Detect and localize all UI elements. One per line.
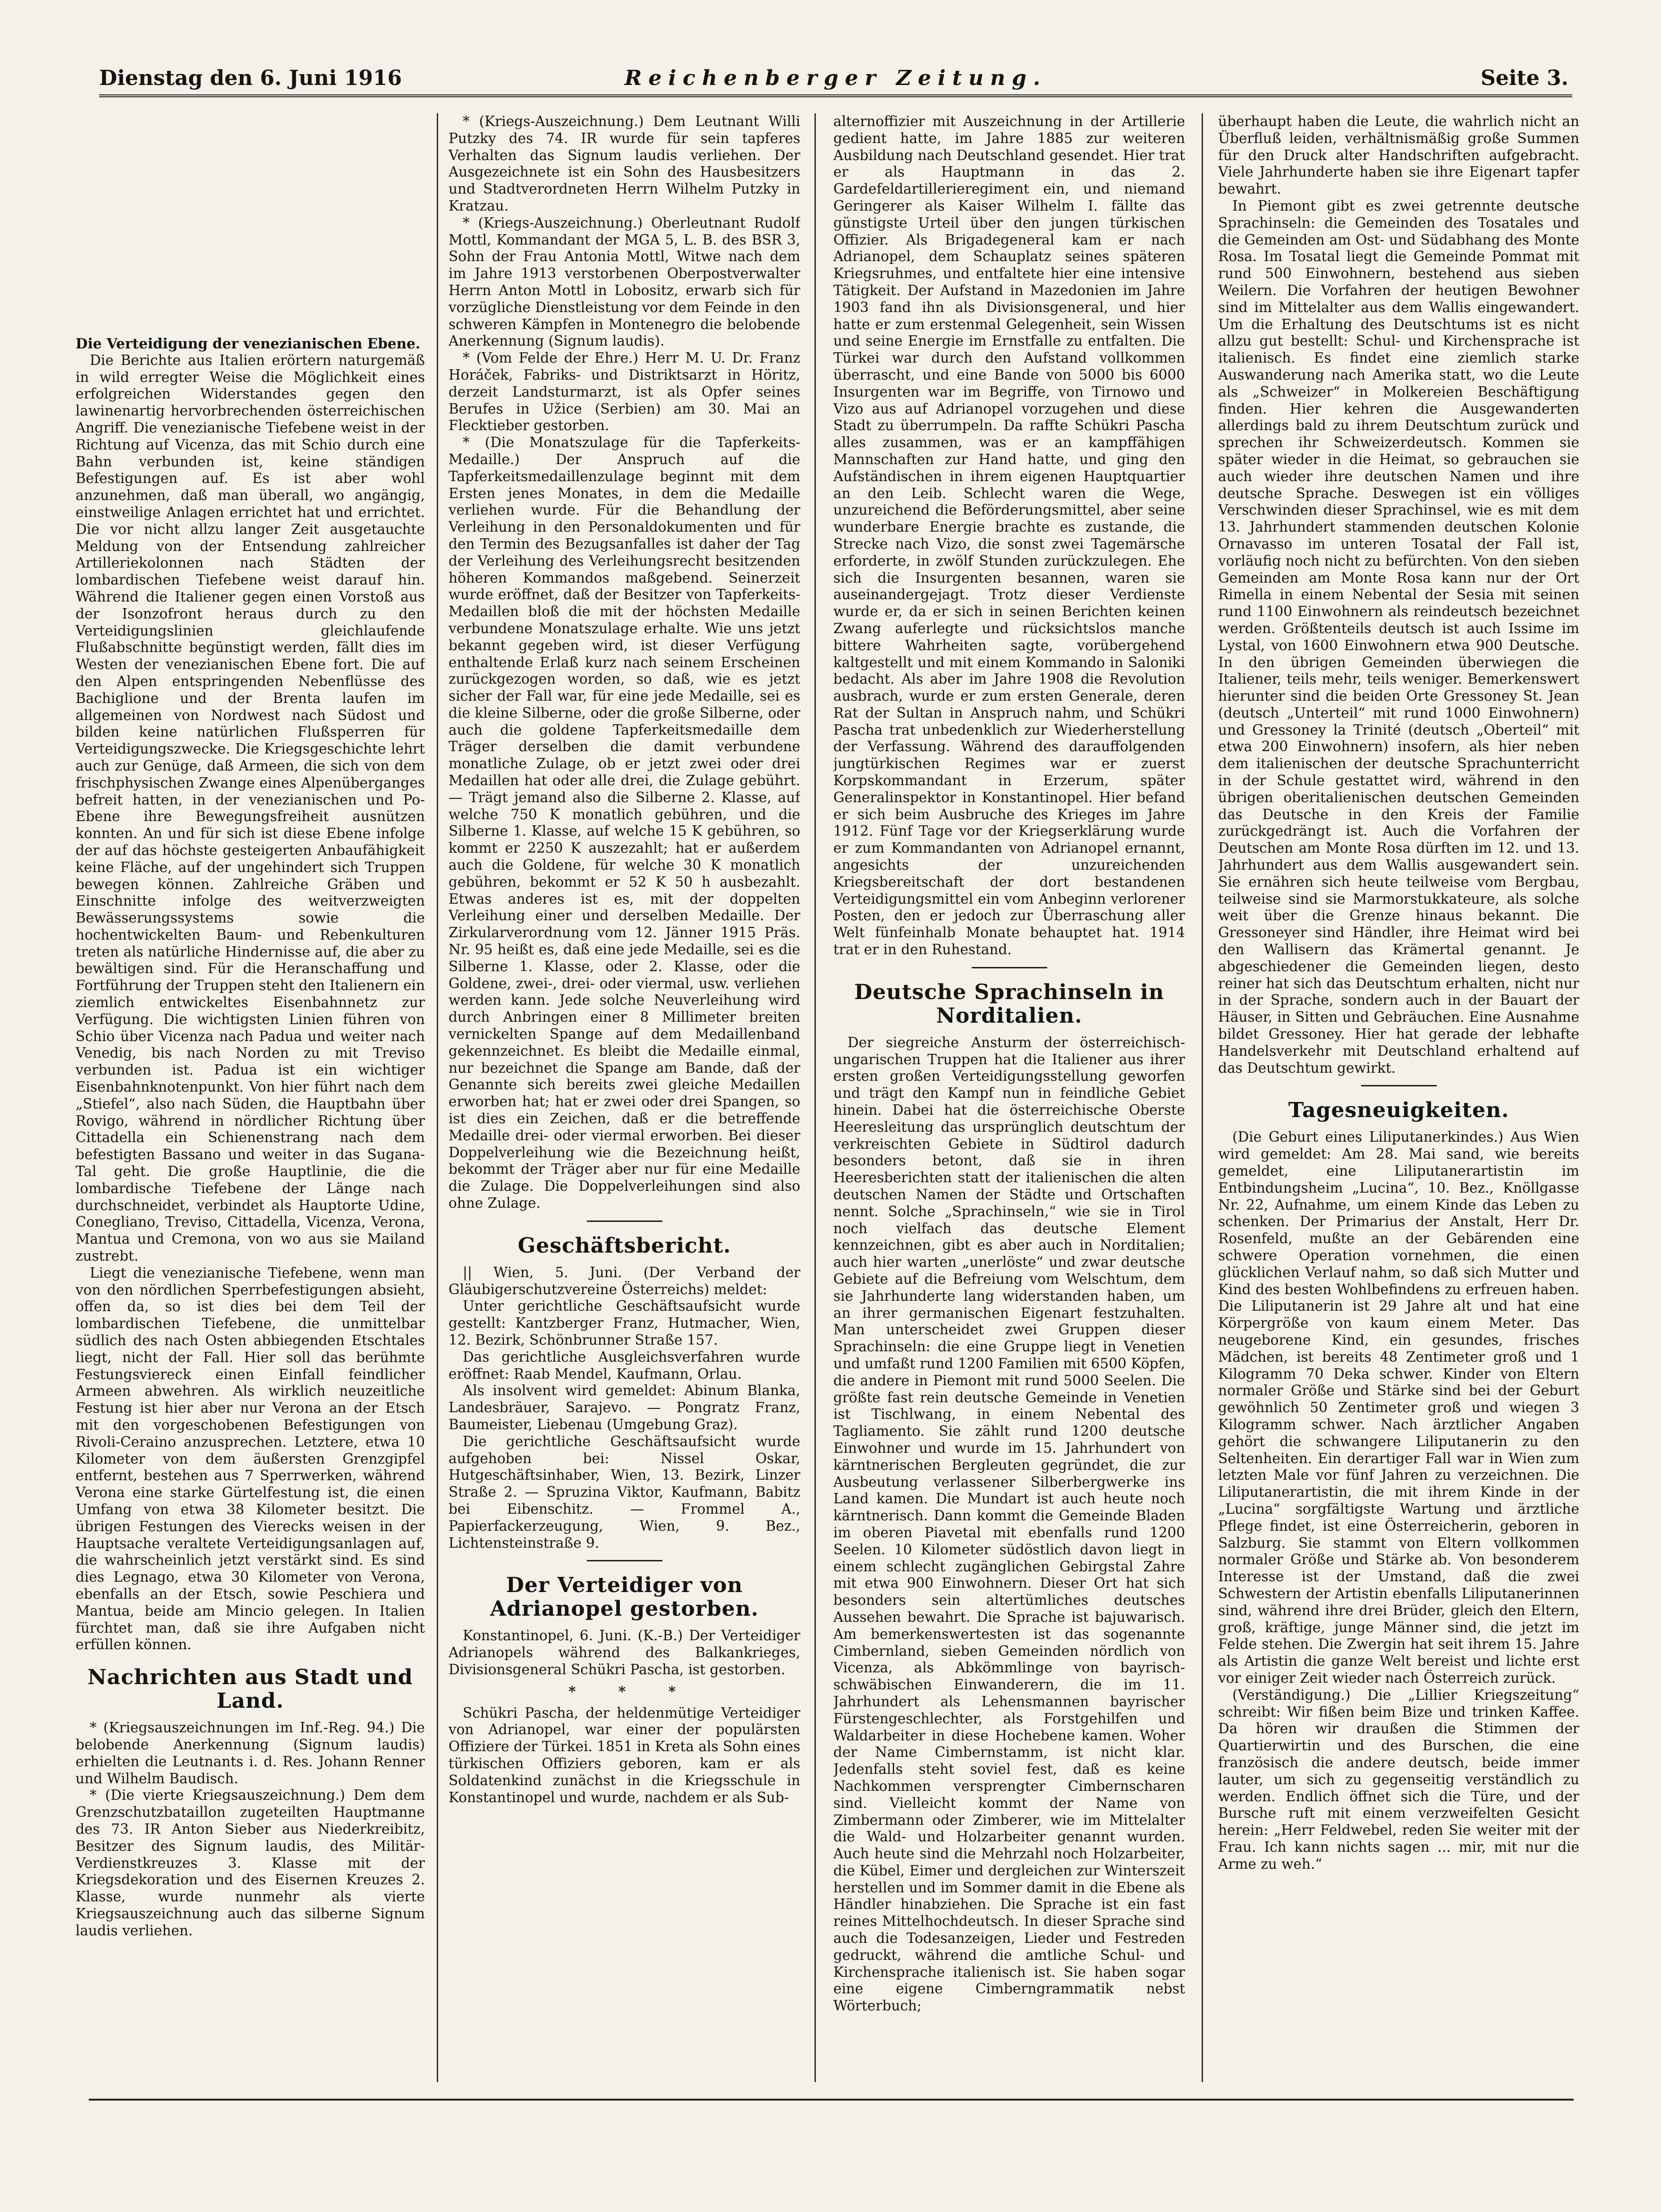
article-paragraph: Liegt die venezianische Tiefebene, wenn man von den nördlichen Sperrbefestigungen absieht, offen da, so ist dies bei dem Teil der lombardischen Tiefebene, die unmittelbar südlich des nach Osten abbiegenden Etschtales liegt, nicht der Fall. Hier soll das berühmte Festungsviereck einen Einfall feindlicher Armeen abwehren. Als wirklich neuzeitliche Festung ist hier aber nur Verona an der Etsch mit den vorgeschobenen Befestigungen von Rivoli-Ceraino anzusprechen. Letztere, etwa 10 Kilometer von dem äußersten Grenzgipfel entfernt, bestehen aus 7 Sperrwerken, während Verona eine starke Gürtelfestung ist, die einen Umfang von etwa 38 Kilometer besitzt. Die übrigen Festungen des Vierecks weisen in der Hauptsache veraltete Verteidigungsanlagen auf, die wahrscheinlich jetzt verstärkt sind. Es sind dies Legnago, etwa 30 Kilometer von Verona, ebenfalls an der Etsch, sowie Peschiera und Mantua, beide am Mincio gelegen. In Italien fürchtet man, daß sie ihre Aufgaben nicht erfüllen können. [76, 1264, 425, 1653]
news-item: || Wien, 5. Juni. (Der Verband der Gläubigerschutzvereine Österreichs) meldet: [449, 1264, 800, 1297]
news-item: * (Die vierte Kriegsauszeichnung.) Dem dem Grenzschutzbataillon zugeteilten Hauptmanne des 73. IR Anton Sieber aus Niederkreibitz, Besitzer des Signum laudis, des Militär-Verdienstkreuzes 3. Klasse mit der Kriegsdekoration und des Eisernen Kreuzes 2. Klasse, wurde nunmehr als vierte Kriegsauszeichnung auch das silberne Signum laudis verliehen. [76, 1787, 425, 1939]
column-2 [449, 113, 800, 2077]
divider [587, 1220, 662, 1222]
issue-date: Dienstag den 6. Juni 1916 [99, 66, 402, 90]
divider [972, 967, 1047, 968]
page-number: Seite 3. [1480, 66, 1568, 90]
article-paragraph: alternoffizier mit Auszeichnung in der Artillerie gedient hatte, im Jahre 1885 zur weiteren Ausbildung nach Deutschland gesendet. Hier trat er als Hauptmann in das 2. Gardefeldartillerieregiment ein, und niemand Geringerer als Kaiser Wilhelm I. fällte das günstigste Urteil über den jungen türkischen Offizier. Als Brigadegeneral kam er nach Adrianopel, dem Schauplatz seines späteren Kriegsruhmes, und entfaltete hier eine intensive Tätigkeit. Der Aufstand in Mazedonien im Jahre 1903 fand ihn als Divisionsgeneral, und hier hatte er zum erstenmal Gelegenheit, sein Wissen und seine Energie im Ernstfalle zu entfalten. Die Türkei war durch den Aufstand vollkommen überrascht, und eine Bande von 5000 bis 6000 Insurgenten war im Begriffe, von Tirnowo und Vizo aus auf Adrianopel vorzugehen und diese Stadt zu überrumpeln. Da raffte Schükri Pascha alles zusammen, was er an kampffähigen Mannschaften zur Hand hatte, und ging den Aufständischen in ihrem eigenen Hauptquartier an den Leib. Schlecht waren die Wege, unzureichend die Beförderungsmittel, aber seine wunderbare Energie brachte es zustande, die Strecke nach Vizo, die sonst zwei Tagemärsche erforderte, in zwölf Stunden zurückzulegen. Ehe sich die Insurgenten besannen, waren sie auseinandergejagt. Trotz dieser Verdienste wurde er, da er sich in seinen Berichten keinen Zwang auferlegte und rücksichtslos manche bittere Wahrheiten sagte, vorübergehend kaltgestellt und mit einem Kommando in Saloniki bedacht. Als aber im Jahre 1908 die Revolution ausbrach, wurde er zum ersten Generale, deren Rat der Sultan in Anspruch nahm, und Schükri Pascha trat unbedenklich zur Wiederherstellung der Verfassung. Während des darauffolgenden jungtürkischen Regimes war er zuerst Korpskommandant in Erzerum, später Generalinspektor in Konstantinopel. Hier befand er sich beim Ausbruche des Krieges im Jahre 1912. Fünf Tage vor der Kriegserklärung wurde er zum Kommandanten von Adrianopel ernannt, angesichts der unzureichenden Kriegsbereitschaft der dort bestandenen Verteidigungsmittel ein vom Anbeginn verlorener Posten, den er jedoch zur Überraschung aller Welt fünfeinhalb Monate behauptet hat. 1914 trat er in den Ruhestand. [833, 113, 1185, 958]
section-heading: Deutsche Sprachinseln in Norditalien. [854, 980, 1164, 1028]
news-item: (Die Geburt eines Liliputanerkindes.) Aus Wien wird gemeldet: Am 28. Mai sand, wie bereits gemeldet, eine Liliputanerartistin im Entbindungsheim „Lucina“, 10. Bez., Knöllgasse Nr. 22, Aufnahme, um einem Kinde das Leben zu schenken. Der Primarius der Anstalt, Herr Dr. Rosenfeld, mußte an der Gebärenden eine schwere Operation vornehmen, die einen glücklichen Verlauf nahm, so daß sich Mutter und Kind des besten Wohlbefindens zu erfreuen haben. Die Liliputanerin ist 29 Jahre alt und hat eine Körpergröße von kaum einem Meter. Das neugeborene Kind, ein gesundes, frisches Mädchen, ist bereits 48 Zentimeter groß und 1 Kilogramm 70 Deka schwer. Kinder von Eltern normaler Größe und Stärke sind bei der Geburt gewöhnlich 50 Zentimeter groß und wiegen 3 Kilogramm schwer. Nach ärztlicher Angaben gehört die schwangere Liliputanerin zu den Seltenheiten. Ein derartiger Fall war in Wien zum letzten Male vor fünf Jahren zu verzeichnen. Die Liliputanerartistin, die mit ihrem Kinde in der „Lucina“ sorgfältigste Wartung und ärztliche Pflege findet, ist eine Österreicherin, geboren in Salzburg. Sie stammt von Eltern vollkommen normaler Größe und Stärke ab. Von besonderem Interesse ist der Umstand, daß die zwei Schwestern der Artistin ebenfalls Liliputanerinnen sind, während ihre drei Brüder, gleich den Eltern, groß, kräftige, junge Männer sind, die jetzt im Felde stehen. Die Zwergin hat seit ihrem 15. Jahre als Artistin die ganze Welt bereist und lichte erst vor einiger Zeit wieder nach Österreich zurück. [1218, 1129, 1579, 1686]
separator-asterisks: * * * [568, 1683, 695, 1700]
article-paragraph: Der siegreiche Ansturm der österreichisch-ungarischen Truppen hat die Italiener aus ihrer ersten großen Verteidigungsstellung geworfen und trägt den Kampf nun in feindliche Gebiet hinein. Dabei hat die österreichische Oberste Heeresleitung das ursprünglich deutschtum der verkreischten Gebiete in Südtirol dadurch besonders betont, daß sie in ihren Heeresberichten statt der italienischen die alten deutschen Namen der Städte und Ortschaften nennt. Solche „Sprachinseln,“ wie sie in Tirol noch vielfach das deutsche Element kennzeichnen, gibt es aber auch in Norditalien; auch hier warten „unerlöste“ und zwar deutsche Gebiete auf die Befreiung vom Welschtum, dem sie Jahrhunderte lang widerstanden haben, um an ihrer germanischen Eigenart festzuhalten. Man unterscheidet zwei Gruppen dieser Sprachinseln: die eine Gruppe liegt in Venetien und umfaßt rund 1200 Familien mit 6500 Köpfen, die andere in Piemont mit rund 5000 Seelen. Die größte fast rein deutsche Gemeinde in Venetien ist Tischlwang, in einem Nebental des Tagliamento. Sie zählt rund 1200 deutsche Einwohner und wurde im 15. Jahrhundert von kärntnerischen Bergleuten gegründet, die zur Ausbeutung verlassener Silberbergwerke ins Land kamen. Die Mundart ist auch heute noch kärntnerisch. Dann kommt die Gemeinde Bladen im oberen Piavetal mit ebenfalls rund 1200 Seelen. 10 Kilometer südöstlich davon liegt in einem schlecht zugänglichen Gebirgstal Zahre mit etwa 900 Einwohnern. Dieser Ort hat sich besonders sein altertümliches deutsches Aussehen bewahrt. Die Sprache ist bajuwarisch. Am bemerkenswertesten ist das sogenannte Cimbernland, sieben Gemeinden nördlich von Vicenza, als Abkömmlinge von bayrisch-schwäbischen Einwanderern, die im 11. Jahrhundert als Lehensmannen bayrischer Fürstengeschlechter, als Forstgehilfen und Waldarbeiter in diese Hochebene kamen. Woher der Name Cimbernstamm, ist nicht klar. Jedenfalls steht soviel fest, daß es keine Nachkommen versprengter Cimbernscharen sind. Vielleicht kommt der Name von Zimbermann oder Zimberer, wie im Mittelalter die Wald- und Holzarbeiter genannt wurden. Auch heute sind die Mehrzahl noch Holzarbeiter, die Kübel, Eimer und dergleichen zur Winterszeit herstellen und im Sommer damit in die Ebene als Händler hinabziehen. Die Sprache ist ein fast reines Mittelhochdeutsch. In dieser Sprache sind auch die Todesanzeigen, Lieder und Festreden gedruckt, während die amtliche Schul- und Kirchensprache italienisch ist. Sie haben sogar eine eigene Cimberngrammatik nebst Wörterbuch; [833, 1034, 1185, 2014]
section-heading: Nachrichten aus Stadt und Land. [87, 1665, 413, 1713]
column-4 [1218, 113, 1579, 2077]
article-paragraph: Schükri Pascha, der heldenmütige Verteidiger von Adrianopel, war einer der populärsten Offiziere der Türkei. 1851 in Kreta als Sohn eines türkischen Offiziers geboren, kam er als Soldatenkind zunächst in die Kriegsschule in Konstantinopel und wurde, nachdem er als Sub- [449, 1704, 800, 1805]
news-item: * (Kriegsauszeichnungen im Inf.-Reg. 94.) Die belobende Anerkennung (Signum laudis) erhielten die Leutnants i. d. Res. Johann Renner und Wilhelm Baudisch. [76, 1720, 425, 1787]
article-paragraph: überhaupt haben die Leute, die wahrlich nicht an Überfluß leiden, verhältnismäßig große Summen für den Druck alter Handschriften aufgebracht. Viele Jahrhunderte haben sie ihre Eigenart tapfer bewahrt. [1218, 113, 1579, 197]
page-header [99, 66, 1572, 97]
section-heading: Geschäftsbericht. [517, 1233, 731, 1258]
column-1 [76, 335, 425, 2082]
news-item: * (Vom Felde der Ehre.) Herr M. U. Dr. Franz Horáček, Fabriks- und Distriktsarzt in Höritz, derzeit Landsturmarzt, ist als Opfer seines Berufes in Užice (Serbien) am 30. Mai an Flecktieber gestorben. [449, 350, 800, 434]
news-item: Das gerichtliche Ausgleichsverfahren wurde eröffnet: Raab Mendel, Kaufmann, Orlau. [449, 1348, 800, 1382]
news-item: * (Die Monatszulage für die Tapferkeits-Medaille.) Der Anspruch auf die Tapferkeitsmedaillenzulage beginnt mit dem Ersten jenes Monates, in dem die Medaille verliehen wurde. Für die Behandlung der Verleihung in den Personaldokumenten und für den Termin des Bezugsanfalles ist daher der Tag der Verleihung des Verleihungsrecht besitzenden höheren Kommandos maßgebend. Seinerzeit wurde eröffnet, daß der Besitzer von Tapferkeits-Medaillen bloß die mit der höchsten Medaille verbundene Monatszulage erhalte. Wie uns jetzt bekannt gegeben wird, ist dieser Verfügung enthaltende Erlaß kurz nach seinem Erscheinen zurückgezogen worden, so daß, wie es jetzt sicher der Fall war, für eine jede Medaille, sei es die kleine Silberne, oder die große Silberne, oder auch die goldene Tapferkeitsmedaille dem Träger derselben die damit verbundene monatliche Zulage, ob er jetzt zwei oder drei Medaillen hat oder alle drei, die Zulage gebührt. — Trägt jemand also die Silberne 2. Klasse, auf welche 750 K monatlich gebühren, und die Silberne 1. Klasse, auf welche 15 K gebühren, so kommt er 2250 K auszezahlt; hat er außerdem auch die Goldene, für welche 30 K monatlich gebühren, bekommt er 52 K 50 h ausbezahlt. Etwas anderes ist es, mit der doppelten Verleihung einer und derselben Medaille. Der Zirkularverordnung vom 12. Jänner 1915 Präs. Nr. 95 heißt es, daß eine jede Medaille, sei es die Silberne 1. Klasse, oder 2. Klasse, oder die Goldene, zwei-, drei- oder viermal, usw. verliehen werden kann. Jede solche Neuverleihung wird durch Anbringen einer 8 Millimeter breiten vernickelten Spange auf dem Medaillenband gekennzeichnet. Es bleibt die Medaille einmal, nur bezeichnet die Spange am Bande, daß der Genannte sich bereits zwei gleiche Medaillen erworben hat; hat er zwei oder drei Spangen, so ist dies ein Zeichen, daß er die betreffende Medaille drei- oder viermal erworben. Bei dieser Doppelverleihung wie die Bezeichnung heißt, bekommt der Träger aber nur für eine Medaille die Zulage. Die Doppelverleihungen sind also ohne Zulage. [449, 434, 800, 1211]
article-title: Die Verteidigung der venezianischen Ebene. [76, 335, 421, 352]
news-item: Als insolvent wird gemeldet: Abinum Blanka, Landesbräuer, Sarajevo. — Pongratz Franz, Baumeister, Liebenau (Umgebung Graz). [449, 1382, 800, 1432]
column-rule [814, 113, 816, 2082]
divider [587, 1560, 662, 1561]
article-paragraph: In Piemont gibt es zwei getrennte deutsche Sprachinseln: die Gemeinden des Tosatales und die Gemeinden am Ost- und Südabhang des Monte Rosa. Im Tosatal liegt die Gemeinde Pommat mit rund 500 Einwohnern, bestehend aus sieben Weilern. Die Vorfahren der heutigen Bewohner sind im Mittelalter aus dem Wallis eingewandert. Um die Erhaltung des Deutschtums ist es nicht allzu gut bestellt: Schul- und Kirchensprache ist italienisch. Es findet eine ziemlich starke Auswanderung nach Amerika statt, wo die Leute als „Schweizer“ in Molkereien Beschäftigung finden. Hier kehren die Ausgewanderten allerdings bald zu ihrem Deutschtum zurück und sprechen ihr Schweizerdeutsch. Kommen sie später wieder in die Heimat, so gebrauchen sie auch wieder ihre deutschen Namen und ihre deutsche Sprache. Deswegen ist ein völliges Verschwinden dieser Sprachinsel, wie es mit dem 13. Jahrhundert stammenden deutschen Kolonie Ornavasso im unteren Tosatal der Fall ist, vorläufig noch nicht zu befürchten. Von den sieben Gemeinden am Monte Rosa kann nur der Ort Rimella in einem Nebental der Sesia mit seinen rund 1100 Einwohnern als reindeutsch bezeichnet werden. Größtenteils deutsch ist auch Issime im Lystal, von 1600 Einwohnern etwa 900 Deutsche. In den übrigen Gemeinden überwiegen die Italiener, teils mehr, teils weniger. Bemerkenswert hierunter sind die beiden Orte Gressoney St. Jean (deutsch „Unterteil“ mit rund 1000 Einwohnern) und Gressoney la Trinité (deutsch „Oberteil“ mit etwa 200 Einwohnern) insofern, als hier neben dem italienischen der deutsche Sprachunterricht in der Schule gestattet wird, während in den übrigen oberitalienischen deutschen Gemeinden das Deutsche in den Kreis der Familie zurückgedrängt ist. Auch die Vorfahren der Deutschen am Monte Rosa dürften im 12. und 13. Jahrhundert aus dem Wallis ausgewandert sein. Sie ernähren sich heute teilweise vom Bergbau, teilweise sind sie Marmorstukkateure, als solche weit über die Grenze hinaus bekannt. Die Gressoneyer sind Händler, ihre Heimat wird bei den Wallisern das Krämertal genannt. Je abgeschiedener die Gemeinden liegen, desto reiner hat sich das Deutschtum erhalten, nicht nur in der Sprache, sondern auch in der Bauart der Häuser, in Sitten und Gebräuchen. Eine Ausnahme bildet Gressoney. Hier hat gerade der lebhafte Handelsverkehr mit Deutschland erhaltend auf das Deutschtum gewirkt. [1218, 197, 1579, 1076]
column-rule [437, 113, 438, 2082]
news-item: Konstantinopel, 6. Juni. (K.-B.) Der Verteidiger Adrianopels während des Balkankrieges, Divisionsgeneral Schükri Pascha, ist gestorben. [449, 1627, 800, 1678]
column-rule [1202, 113, 1203, 2082]
news-item: Die gerichtliche Geschäftsaufsicht wurde aufgehoben bei: Nissel Oskar, Hutgeschäftsinhaber, Wien, 13. Bezirk, Linzer Straße 2. — Spruzina Viktor, Kaufmann, Babitz bei Eibenschitz. — Frommel A., Papierfackerzeugung, Wien, 9. Bez., Lichtensteinstraße 9. [449, 1433, 800, 1551]
column-3 [833, 113, 1185, 2077]
news-item: Unter gerichtliche Geschäftsaufsicht wurde gestellt: Kantzberger Franz, Hutmacher, Wien, 12. Bezirk, Schönbrunner Straße 157. [449, 1298, 800, 1348]
article-paragraph: Die Berichte aus Italien erörtern naturgemäß in wild erregter Weise die Möglichkeit eines erfolgreichen Widerstandes gegen den lawinenartig hervorbrechenden österreichischen Angriff. Die venezianische Tiefebene weist in der Richtung auf Vicenza, das mit Schio durch eine Bahn verbunden ist, keine ständigen Befestigungen auf. Es ist aber wohl anzunehmen, daß man überall, wo angängig, einstweilige Anlagen errichtet hat und errichtet. Die vor nicht allzu langer Zeit ausgetauchte Meldung von der Entsendung zahlreicher Artilleriekolonnen nach Städten der lombardischen Tiefebene weist darauf hin. Während die Italiener gegen einen Vorstoß aus der Isonzofront heraus durch zu den Verteidigungslinien gleichlaufende Flußabschnitte begünstigt werden, fällt dies im Westen der venezianischen Ebene fort. Die auf den Alpen entspringenden Nebenflüsse des Bachiglione und der Brenta laufen im allgemeinen von Nordwest nach Südost und bilden keine natürlichen Flußsperren für Verteidigungszwecke. Die Kriegsgeschichte lehrt auch zur Genüge, daß Armeen, die sich von dem frischphysischen Zwange eines Alpenüberganges befreit hatten, in der venezianischen und Po-Ebene ihre Bewegungsfreiheit ausnützen konnten. An und für sich ist diese Ebene infolge der auf das höchste gesteigerten Anbaufähigkeit keine Fläche, auf der ungehindert sich Truppen bewegen können. Zahlreiche Gräben und Einschnitte infolge des weitverzweigten Bewässerungssystems sowie die hochentwickelten Baum- und Rebenkulturen treten als natürliche Hindernisse auf, die aber zu bewältigen sind. Für die Heranschaffung und Fortführung der Truppen steht den Italienern ein ziemlich entwickeltes Eisenbahnnetz zur Verfügung. Die wichtigsten Linien führen von Schio über Vicenza nach Padua und weiter nach Venedig, bis nach Norden zu mit Treviso verbunden ist. Padua ist ein wichtiger Eisenbahnknotenpunkt. Von hier führt nach dem „Stiefel“, also nach Süden, die Hauptbahn über Rovigo, während in nördlicher Richtung über Cittadella ein Schienenstrang nach dem befestigten Bassano und weiter in das Sugana-Tal geht. Die große Hauptlinie, die die lombardische Tiefebene der Länge nach durchschneidet, verbindet als Hauptorte Udine, Conegliano, Treviso, Cittadella, Vicenza, Verona, Mantua und Cremona, von wo aus sie Mailand zustrebt. [76, 352, 425, 1264]
section-heading: Der Verteidiger von Adrianopel gestorben. [490, 1573, 759, 1621]
news-item: * (Kriegs-Auszeichnung.) Dem Leutnant Willi Putzky des 74. IR wurde für sein tapferes Verhalten das Signum laudis verliehen. Der Ausgezeichnete ist ein Sohn des Hausbesitzers und Stadtverordneten Herrn Wilhelm Putzky in Kratzau. [449, 113, 800, 214]
news-item: (Verständigung.) Die „Lillier Kriegszeitung“ schreibt: Wir fißen beim Bize und trinken Kaffee. Da hören wir draußen die Stimmen der Quartierwirtin und des Burschen, die eine französisch die andere deutsch, beide immer lauter, um sich zu gegenseitig verständlich zu werden. Endlich öffnet sich die Türe, und der Bursche ruft mit einem verzweifelten Gesicht herein: „Herr Feldwebel, reden Sie weiter mit der Frau. Ich kann nichts sagen ... mir, mit nur die Arme zu weh.“ [1218, 1687, 1579, 1872]
divider [1361, 1085, 1437, 1086]
section-heading: Tagesneuigkeiten. [1288, 1098, 1509, 1123]
news-item: * (Kriegs-Auszeichnung.) Oberleutnant Rudolf Mottl, Kommandant der MGA 5, L. B. des BSR 3, Sohn der Frau Antonia Mottl, Witwe nach dem im Jahre 1913 verstorbenen Oberpostverwalter Herrn Anton Mottl in Lobositz, erwarb sich für vorzügliche Dienstleistung vor dem Feinde in den schweren Kämpfen in Montenegro die belobende Anerkennung (Signum laudis). [449, 214, 800, 349]
newspaper-title: Reichenberger Zeitung. [624, 66, 1047, 90]
